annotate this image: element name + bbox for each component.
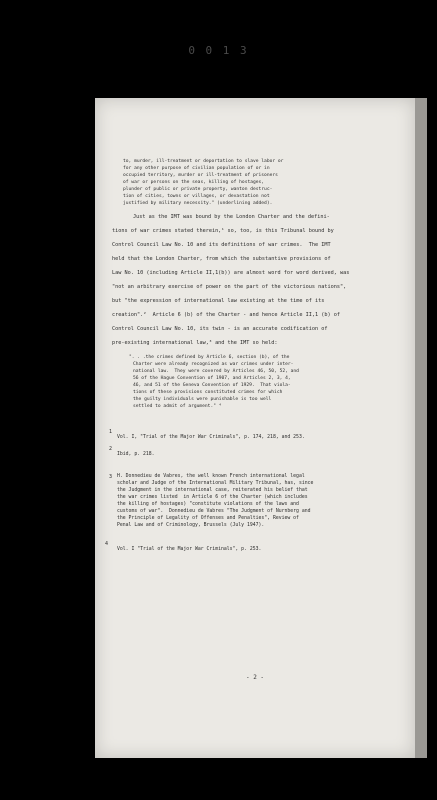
footnote-text: customs of war". Donnedieu de Vabres "The Judgment of Nurnberg and bbox=[117, 509, 311, 514]
document-page bbox=[95, 98, 415, 758]
quote-line: settled to admit of argument." ⁴ bbox=[133, 404, 222, 409]
body-line: held that the London Charter, from which the substantive provisions of bbox=[112, 256, 331, 262]
quote-line: to, murder, ill-treatment or deportation to slave labor or bbox=[123, 159, 284, 164]
body-line: Just as the IMT was bound by the London Charter and the defini- bbox=[133, 214, 330, 220]
body-line: but "the expression of international law existing at the time of its bbox=[112, 298, 325, 304]
footnote-number: 2 bbox=[109, 446, 113, 452]
page-number: - 2 - bbox=[245, 674, 265, 681]
body-line: Control Council Law No. 10, its twin - is an accurate codification of bbox=[112, 326, 328, 332]
footnote-text: Vol. I "Trial of the Major War Criminals", p. 253. bbox=[117, 547, 262, 552]
footnote-text: H. Donnedieu de Vabres, the well known French international legal bbox=[117, 474, 305, 479]
footnote-number: 3 bbox=[109, 474, 113, 480]
page-edge-shadow bbox=[415, 98, 427, 758]
quote-line: national law. They were covered by Articles 46, 50, 52, and bbox=[133, 369, 299, 374]
footnote-text: the Principle of Legality of Offenses and Penalties", Review of bbox=[117, 516, 299, 521]
body-line: "not an arbitrary exercise of power on the part of the victorious nations", bbox=[112, 284, 347, 290]
footnote-text: scholar and Judge of the International Military Tribunal, has, since bbox=[117, 481, 314, 486]
quote-line: 56 of the Hague Convention of 1907, and Articles 2, 3, 4, bbox=[133, 376, 291, 381]
quote-line: for any other purpose of civilian population of or in bbox=[123, 166, 270, 171]
footnote-number: 1 bbox=[109, 429, 113, 435]
quote-line: plunder of public or private property, wanton destruc- bbox=[123, 187, 273, 192]
quote-line: justified by military necessity." (underlining added). bbox=[123, 201, 273, 206]
quote-line: tions of these provisions constituted crimes for which bbox=[133, 390, 283, 395]
footnote-text: Ibid, p. 218. bbox=[117, 452, 155, 457]
quote-line: 46, and 51 of the Geneva Convention of 1929. That viola- bbox=[133, 383, 291, 388]
quote-line: tion of cities, towns or villages, or devastation not bbox=[123, 194, 270, 199]
body-line: Law No. 10 (including Article II,1(b)) are almost word for word derived, was bbox=[112, 270, 350, 276]
footnote-text: the war crimes listed in Article 6 of the Charter (which includes bbox=[117, 495, 308, 500]
footnote-text: Vol. I, "Trial of the Major War Criminals", p. 174, 218, and 253. bbox=[117, 435, 305, 440]
body-line: tions of war crimes stated therein,¹ so, too, is this Tribunal bound by bbox=[112, 228, 334, 234]
body-line: Control Council Law No. 10 and its definitions of war crimes. The IMT bbox=[112, 242, 331, 248]
quote-line: of war or persons on the seas, killing of hostages, bbox=[123, 180, 265, 185]
footnote-text: Penal Law and of Criminology, Brussels (July 1947). bbox=[117, 523, 265, 528]
footnote-text: the Judgment in the international case, reiterated his belief that bbox=[117, 488, 308, 493]
quote-line: the guilty individuals were punishable is too well bbox=[133, 397, 272, 402]
body-line: pre-existing international law,³ and the IMT so held: bbox=[112, 340, 278, 346]
quote-line: ". . .the crimes defined by Article 6, section (b), of the bbox=[129, 355, 290, 360]
footnote-text: the killing of hostages) "constitute violations of the laws and bbox=[117, 502, 299, 507]
quote-line: Charter were already recognized as war crimes under inter- bbox=[133, 362, 294, 367]
quote-line: occupied territory, murder or ill-treatment of prisoners bbox=[123, 173, 278, 178]
footnote-number: 4 bbox=[105, 541, 109, 547]
body-line: creation".² Article 6 (b) of the Charter - and hence Article II,1 (b) of bbox=[112, 312, 340, 318]
frame-code: 0 0 1 3 bbox=[188, 44, 249, 57]
